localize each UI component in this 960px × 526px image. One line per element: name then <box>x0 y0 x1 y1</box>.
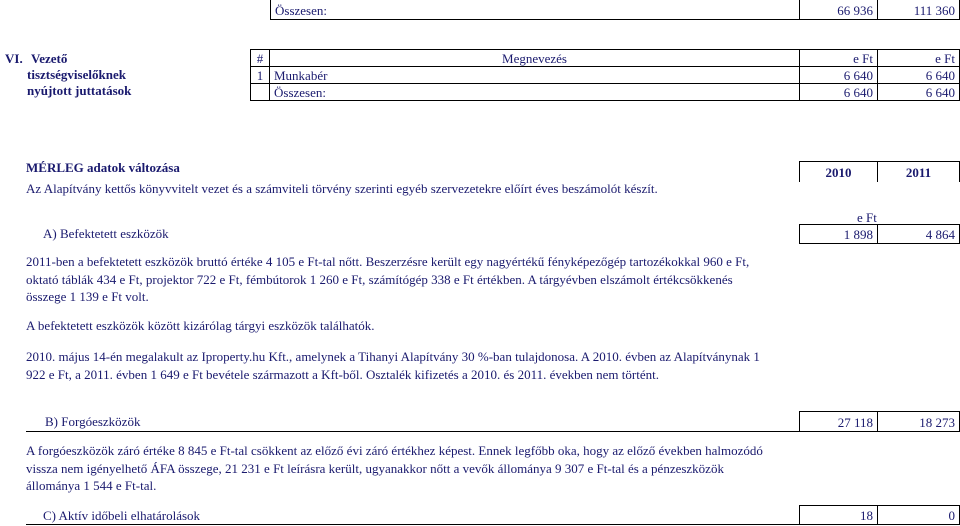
section-vi-title-line-1: Vezető <box>31 51 68 66</box>
section-c-v1-cell <box>799 505 878 525</box>
section-c-v2: 0 <box>948 508 955 523</box>
merleg-title: MÉRLEG adatok változása <box>26 160 180 175</box>
vi-row-2-v1: 6 640 <box>799 83 878 101</box>
section-a-v1: 1 898 <box>843 227 873 242</box>
top-summary-label-cell <box>270 0 800 20</box>
section-a-label: A) Befektetett eszközök <box>43 226 169 241</box>
vi-row-1-v2: 6 640 <box>877 66 960 84</box>
section-a-p1-line-2: oktató táblák 434 e Ft, projektor 722 e Ft, fémbútorok 1 260 e Ft, számítógép 338 e Ft értékben. A tárgyévben elszámolt értékcsökkenés <box>26 271 733 287</box>
section-b-v2: 18 273 <box>919 415 955 430</box>
vi-header-v2: e Ft <box>877 49 960 67</box>
section-a-p1-line-3: összege 1 139 e Ft volt. <box>26 289 149 304</box>
section-c-v2-cell <box>877 505 960 525</box>
section-b-v2-cell <box>877 411 960 432</box>
section-b-v1: 27 118 <box>837 415 873 430</box>
section-vi-title-line-3: nyújtott juttatások <box>27 83 132 98</box>
vi-header-name: Megnevezés <box>269 49 800 67</box>
merleg-year-2011-cell <box>877 161 960 182</box>
section-a-v2-cell <box>877 224 960 244</box>
merleg-year-2010-cell <box>799 161 878 182</box>
section-b-p-line-2: vissza nem igényelhető ÁFA összege, 21 231 e Ft leírásra került, ugyanakkor nőtt a vevők állománya 9 307 e Ft-tal és a pénzeszközök <box>26 460 724 476</box>
section-a-paragraph-1 <box>26 253 936 306</box>
vi-row-2-no <box>250 83 270 101</box>
top-summary-v2-cell <box>877 0 960 20</box>
vi-header-no: # <box>250 49 270 67</box>
merleg-subtitle: Az Alapítvány kettős könyvvitelt vezet és a számviteli törvény szerinti egyéb szervezetekre előírt éves beszámolót készít. <box>26 181 658 196</box>
section-a-paragraph-3 <box>26 348 936 383</box>
vi-row-2-name: Összesen: <box>269 83 800 101</box>
section-a-v1-cell <box>799 224 878 244</box>
section-b-label-underline <box>26 431 800 432</box>
top-summary-label: Összesen: <box>275 3 327 18</box>
section-a-p3-line-1: 2010. május 14-én megalakult az Iproperty.hu Kft., amelynek a Tihanyi Alapítvány 30 %-ban tulajdonosa. A 2010. évben az Alapítványnak 1 <box>26 349 760 364</box>
vi-header-v1: e Ft <box>799 49 878 67</box>
section-c-label: C) Aktív időbeli elhatárolások <box>43 508 201 523</box>
section-a-p1-line-1: 2011-ben a befektetett eszközök bruttó értéke 4 105 e Ft-tal nőtt. Beszerzésre került egy nagyértékű fényképezőgép tartozékokkal 960 e Ft, <box>26 254 750 269</box>
vi-row-2-v2: 6 640 <box>877 83 960 101</box>
section-a-v2: 4 864 <box>925 227 955 242</box>
merleg-year-2011: 2011 <box>905 165 932 180</box>
section-b-label: B) Forgóeszközök <box>45 414 141 429</box>
section-a-p3-line-2: 922 e Ft, a 2011. évben 1 649 e Ft bevétele származott a Kft-ből. Osztalék kifizetés a 2010. és 2011. években nem történt. <box>26 366 659 382</box>
section-b-p-line-1: A forgóeszközök záró értéke 8 845 e Ft-tal csökkent az előző évi záró értékhez képest. Ennek legfőbb oka, hogy az előző években halmozódó <box>26 443 763 458</box>
vi-row-1-v1: 6 640 <box>799 66 878 84</box>
section-b-p-line-3: állománya 1 544 e Ft-tal. <box>26 478 157 493</box>
section-vi-title-line-2: tisztségviselőknek <box>27 67 126 82</box>
unit-label: e Ft <box>857 210 877 225</box>
top-summary-v1: 66 936 <box>837 3 873 18</box>
top-summary-v2: 111 360 <box>913 3 955 18</box>
section-c-v1: 18 <box>860 508 873 523</box>
section-b-paragraph <box>26 442 936 495</box>
top-summary-v1-cell <box>799 0 878 20</box>
section-b-v1-cell <box>799 411 878 432</box>
merleg-year-2010: 2010 <box>825 165 852 180</box>
section-vi-roman: VI. <box>5 51 23 66</box>
section-a-paragraph-2: A befektetett eszközök között kizárólag tárgyi eszközök találhatók. <box>26 318 375 333</box>
vi-row-1-name: Munkabér <box>269 66 800 84</box>
vi-row-1-no: 1 <box>250 66 270 84</box>
